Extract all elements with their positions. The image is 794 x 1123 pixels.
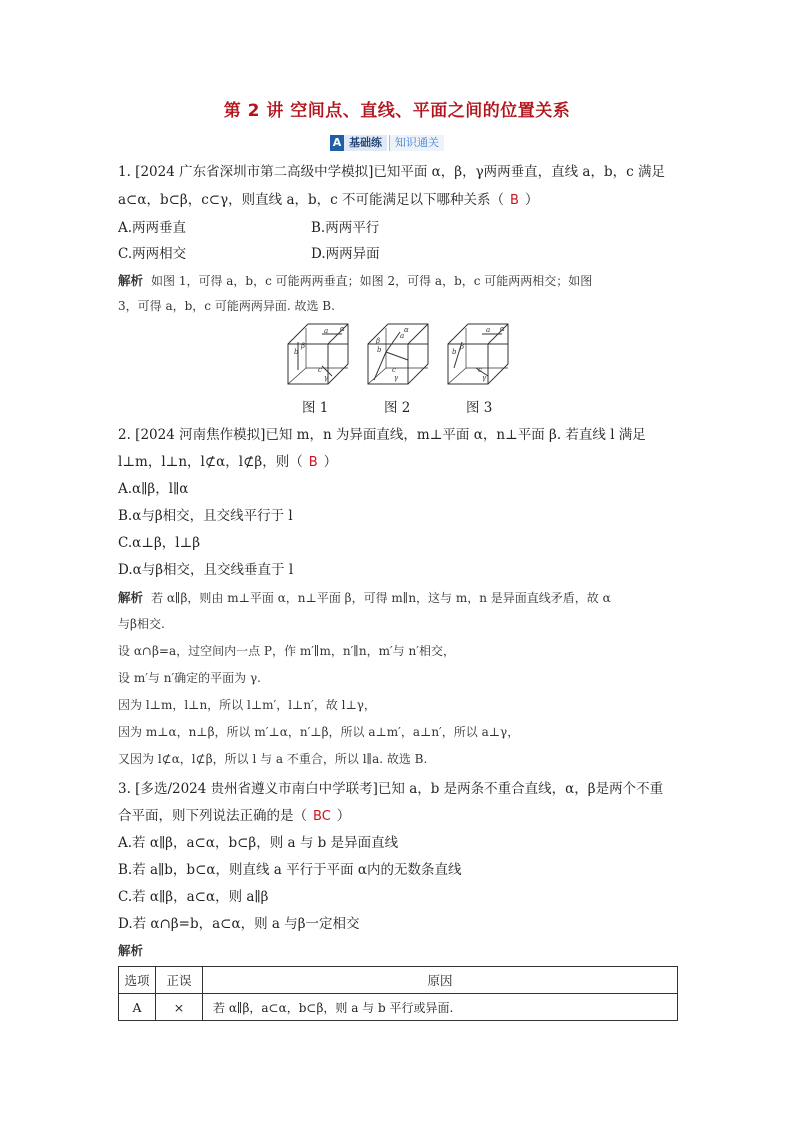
q3-solution-table [118,966,678,1021]
q1-solution-text1: 如图 1，可得 a，b，c 可能两两垂直；如图 2，可得 a，b，c 可能两两相交；如图 [151,274,593,288]
q3-option-d: D.若 α∩β=b，a⊂α，则 a 与β一定相交 [118,916,360,932]
table-header-reason: 原因 [203,967,678,994]
q3-option-c: C.若 α∥β，a⊂α，则 a∥β [118,889,269,905]
svg-text:c: c [318,366,322,374]
q2-option-d: D.α与β相交，且交线垂直于 l [118,562,294,578]
q1-close: ） [524,192,539,208]
svg-text:c: c [478,366,482,374]
table-header-option: 选项 [119,967,156,994]
q1-option-a: A.两两垂直 [118,220,187,236]
q2-solution-line2: 与β相交. [118,617,165,631]
table-cell-option: A [119,994,156,1021]
table-header-row [119,967,678,994]
q3-option-b: B.若 a∥b，b⊂α，则直线 a 平行于平面 α内的无数条直线 [118,862,462,878]
section-badge [330,134,444,151]
figure-1-caption: 图 1 [302,400,329,416]
q2-stem-line1: 2. [2024 河南焦作模拟]已知 m，n 为异面直线，m⊥平面 α，n⊥平面 β. 若直线 l 满足 [118,427,646,443]
table-header-correctness: 正误 [156,967,203,994]
badge-label: 基础练 [344,135,387,151]
q3-answer: BC [313,809,331,824]
q2-stem-line2 [118,450,337,470]
q3-solution-line1 [118,941,151,959]
q1-option-d: D.两两异面 [311,246,380,262]
svg-text:β: β [376,337,381,345]
svg-text:β: β [460,343,465,351]
q1-stem-line1: 1. [2024 广东省深圳市第二高级中学模拟]已知平面 α，β，γ两两垂直，直线 a，b，c 满足 [118,164,665,180]
svg-text:a: a [324,327,329,335]
q2-answer: B [308,455,318,470]
q3-stem-line1: 3. [多选/2024 贵州省遵义市南白中学联考]已知 a，b 是两条不重合直线，α，β是两个不重 [118,781,664,797]
svg-text:α: α [404,326,409,334]
svg-text:b: b [294,348,299,356]
figure-3-prism [444,322,514,388]
svg-text:c: c [392,366,396,374]
figure-3-caption: 图 3 [466,400,493,416]
q2-option-c: C.α⊥β，l⊥β [118,535,201,551]
q2-option-b: B.α与β相交，且交线平行于 l [118,508,293,524]
table-row [119,994,678,1021]
badge-letter: A [330,135,344,151]
badge-sub: 知识通关 [389,135,444,151]
solution-label: 解析 [118,273,144,288]
q3-option-a: A.若 α∥β，a⊂α，b⊂β，则 a 与 b 是异面直线 [118,835,399,851]
svg-text:β: β [301,342,306,350]
q2-stem-text: l⊥m，l⊥n，l⊄α，l⊄β，则（ [118,454,303,470]
table-cell-correctness: × [156,994,203,1021]
svg-text:γ: γ [394,374,399,382]
svg-text:γ: γ [482,374,487,382]
solution-label: 解析 [118,943,144,958]
svg-text:a: a [400,332,405,340]
figure-2-prism [364,322,434,388]
svg-text:γ: γ [324,374,329,382]
q1-stem-line2 [118,188,538,208]
svg-text:b: b [452,348,457,356]
q2-solution-line7: 又因为 l⊄α，l⊄β，所以 l 与 a 不重合，所以 l∥a. 故选 B. [118,752,428,766]
solution-label: 解析 [118,590,144,605]
svg-text:α: α [500,325,505,333]
q1-solution-line1 [118,271,592,289]
q1-option-c: C.两两相交 [118,246,187,262]
q1-option-b: B.两两平行 [311,220,380,236]
table-cell-reason: 若 α∥β，a⊂α，b⊂β，则 a 与 b 平行或异面. [203,994,678,1021]
page-title: 第 2 讲 空间点、直线、平面之间的位置关系 [223,101,571,121]
svg-text:α: α [340,325,345,333]
figure-2-caption: 图 2 [384,400,411,416]
q3-stem-text: 合平面，则下列说法正确的是（ [118,808,307,824]
svg-text:b: b [377,346,382,354]
q1-answer: B [510,193,519,208]
q2-solution-line3: 设 α∩β=a，过空间内一点 P，作 m′∥m，n′∥n，m′与 n′相交， [118,644,455,658]
q2-close: ） [323,454,338,470]
q2-solution-text1: 若 α∥β，则由 m⊥平面 α，n⊥平面 β，可得 m∥n，这与 m，n 是异面直线矛盾，故 α [151,591,611,605]
q3-close: ） [336,808,351,824]
q1-stem-text: a⊂α，b⊂β，c⊂γ，则直线 a，b，c 不可能满足以下哪种关系（ [118,192,505,208]
q2-solution-line6: 因为 m⊥α，n⊥β，所以 m′⊥α，n′⊥β，所以 a⊥m′，a⊥n′，所以 a⊥γ， [118,725,520,739]
q2-solution-line1 [118,588,611,606]
q2-solution-line5: 因为 l⊥m，l⊥n，所以 l⊥m′，l⊥n′，故 l⊥γ， [118,698,376,712]
q1-solution-line2: 3，可得 a，b，c 可能两两异面. 故选 B. [118,299,335,313]
q3-stem-line2 [118,804,350,824]
svg-text:a: a [486,326,491,334]
figure-1-prism [284,322,354,388]
q2-solution-line4: 设 m′与 n′确定的平面为 γ. [118,671,261,685]
q2-option-a: A.α∥β，l∥α [118,481,189,497]
